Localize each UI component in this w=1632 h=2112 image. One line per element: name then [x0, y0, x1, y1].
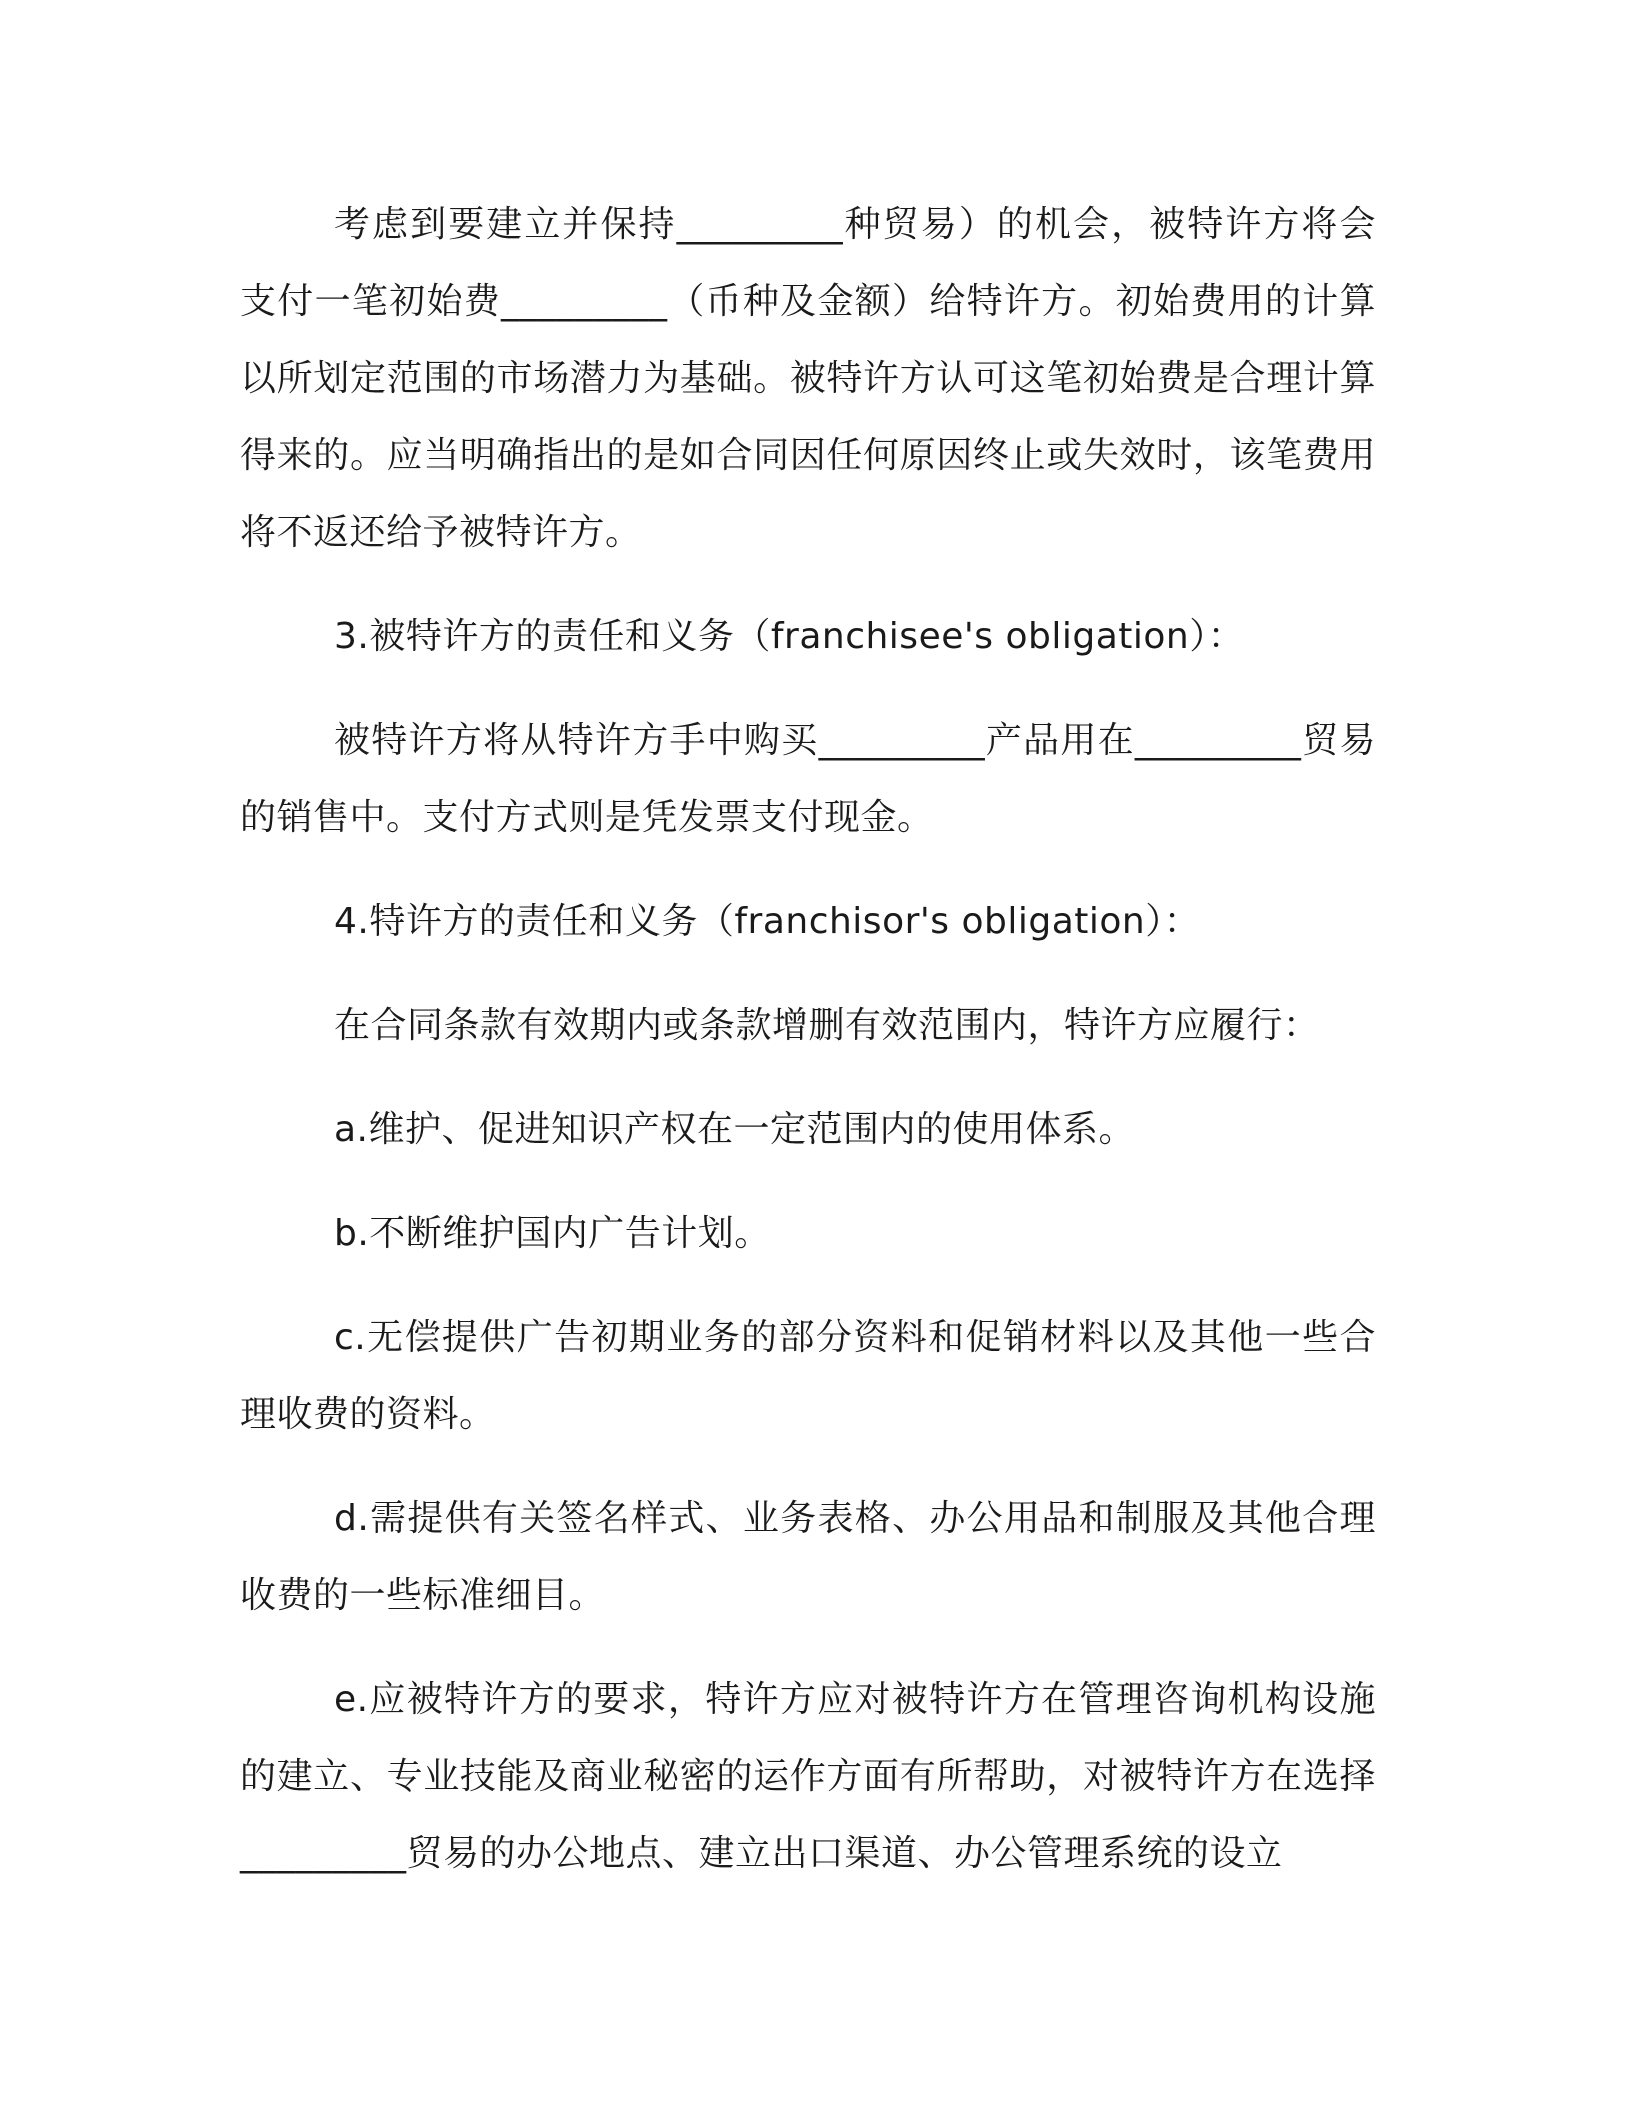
paragraph-initial-fee: 考虑到要建立并保持_________种贸易）的机会，被特许方将会支付一笔初始费_________（币种及金额）给特许方。初始费用的计算以所划定范围的市场潜力为基础。被特许方认可这笔初始费是合理计算得来的。应当明确指出的是如合同因任何原因终止或失效时，该笔费用将不返还给予被特许方。: [240, 204, 1376, 553]
document-page: [240, 186, 1376, 1919]
paragraph-franchisor-intro: 在合同条款有效期内或条款增删有效范围内，特许方应履行：: [334, 1005, 1320, 1046]
list-item-e: e.应被特许方的要求，特许方应对被特许方在管理咨询机构设施的建立、专业技能及商业秘密的运作方面有所帮助，对被特许方在选择_________贸易的办公地点、建立出口渠道、办公管理系统的设立: [240, 1679, 1376, 1874]
list-item-c: c.无偿提供广告初期业务的部分资料和促销材料以及其他一些合理收费的资料。: [240, 1317, 1376, 1435]
list-item-b: b.不断维护国内广告计划。: [334, 1213, 771, 1254]
heading-franchisee-obligation: 3.被特许方的责任和义务（franchisee's obligation）：: [334, 616, 1245, 657]
list-item-d: d.需提供有关签名样式、业务表格、办公用品和制服及其他合理收费的一些标准细目。: [240, 1498, 1376, 1616]
paragraph-franchisee-purchase: 被特许方将从特许方手中购买_________产品用在_________贸易的销售中。支付方式则是凭发票支付现金。: [240, 720, 1376, 838]
list-item-a: a.维护、促进知识产权在一定范围内的使用体系。: [334, 1109, 1136, 1150]
heading-franchisor-obligation: 4.特许方的责任和义务（franchisor's obligation）：: [334, 901, 1201, 942]
